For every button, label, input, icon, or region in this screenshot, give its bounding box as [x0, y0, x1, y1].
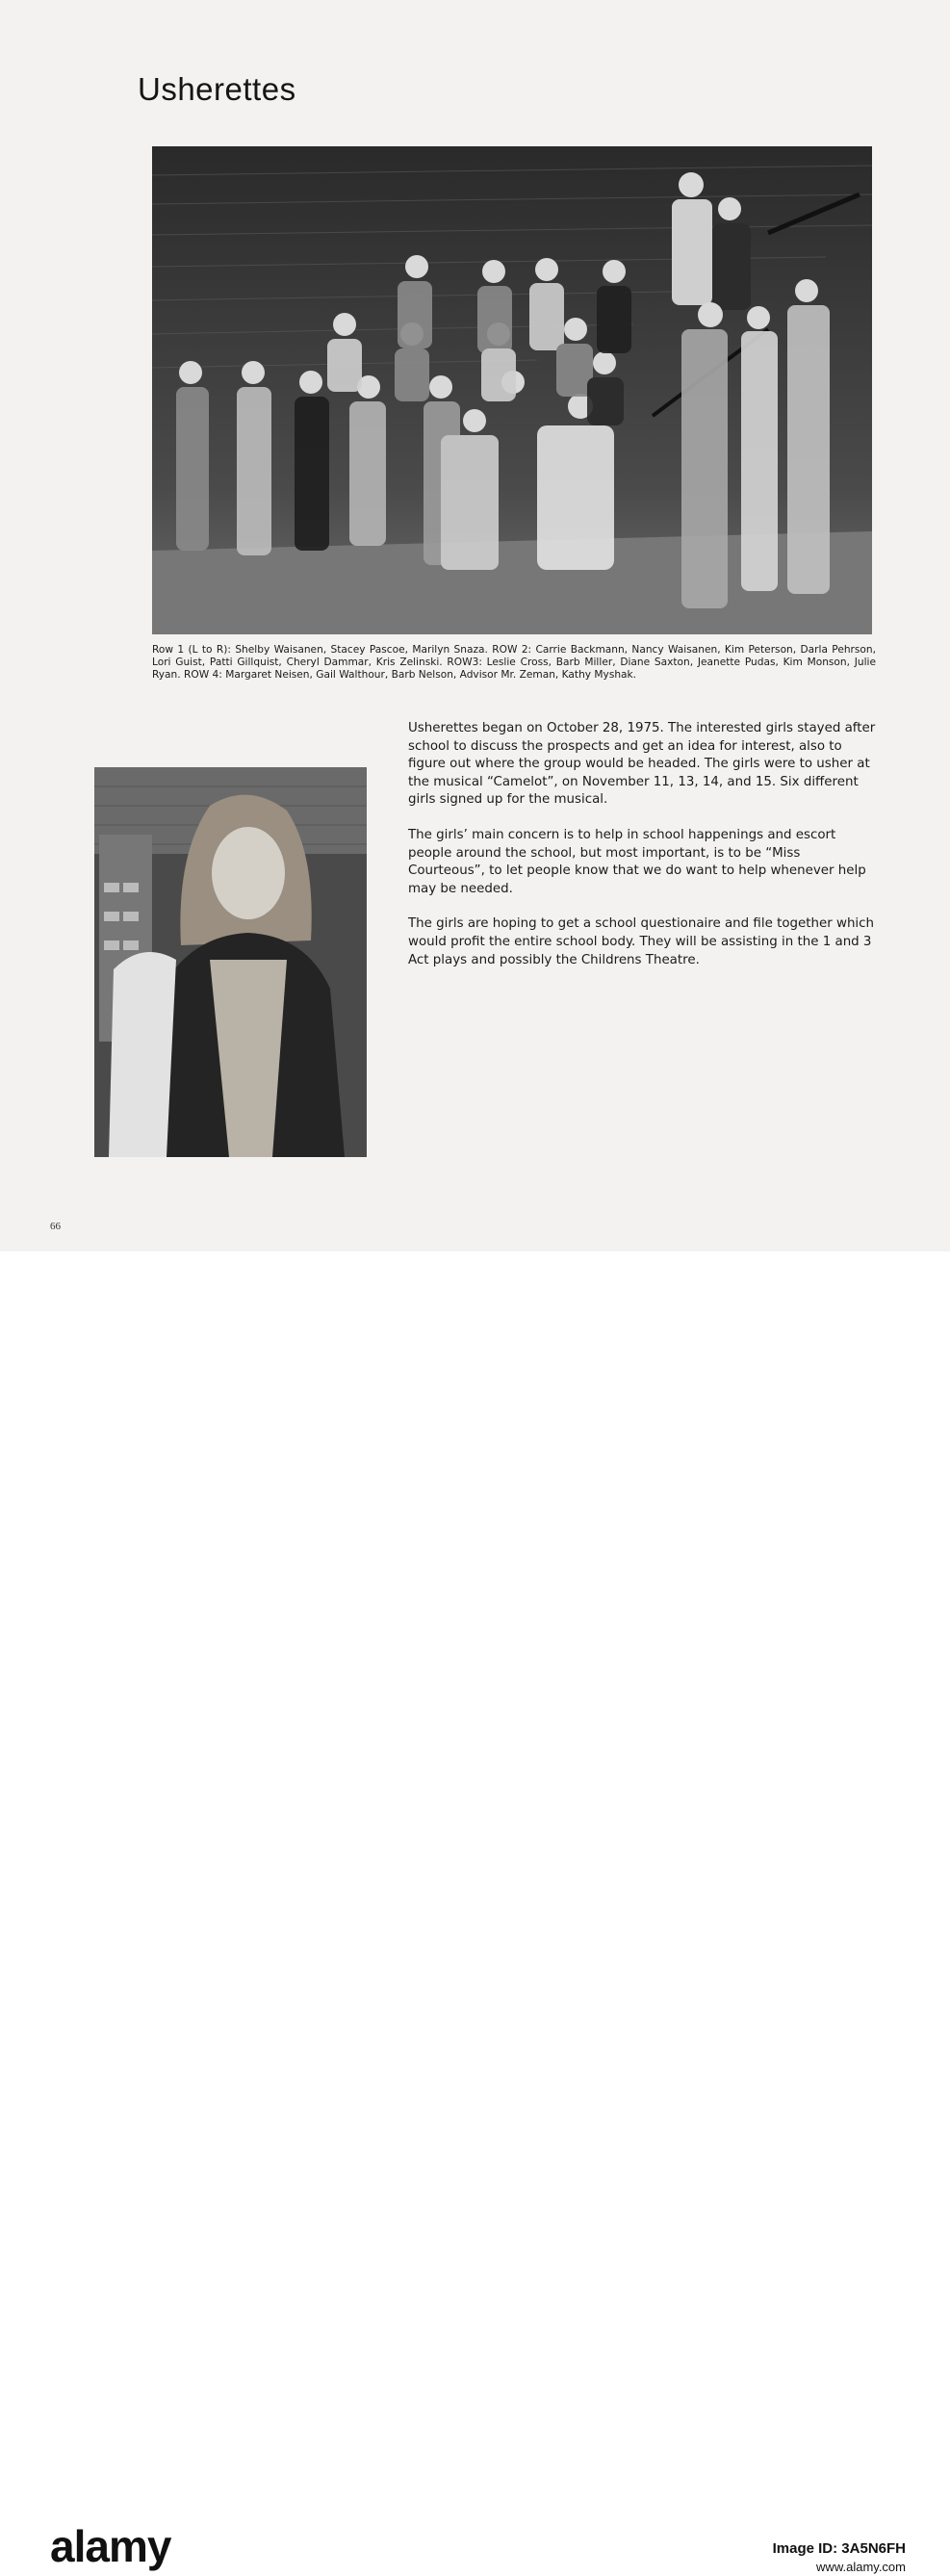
photo-caption: Row 1 (L to R): Shelby Waisanen, Stacey Pascoe, Marilyn Snaza. ROW 2: Carrie Backmann, Nancy Waisanen, Kim Peterson, Darla Pehrson, Lori Guist, Patti Gillquist, Cheryl Dammar, Kris Zelinski. ROW3: Leslie Cross, Barb Miller, Diane Saxton, Jeanette Pudas, Kim Monson, Julie Ryan. ROW 4: Margaret Neisen, Gail Walthour, Barb Nelson, Advisor Mr. Zeman, Kathy Myshak.: [152, 644, 876, 682]
article-paragraph: The girls’ main concern is to help in school happenings and escort people around the school, but most important, is to be “Miss Courteous”, to let people know that we do want to help whenever help may be needed.: [408, 827, 866, 896]
stock-footer: [0, 1251, 950, 2574]
footer-meta: [773, 2539, 906, 2576]
portrait-photo-image: [94, 767, 367, 1157]
page-title: Usherettes: [138, 71, 296, 107]
group-photo-image: [152, 146, 872, 634]
article-body: [408, 720, 878, 987]
alamy-logo: alamy: [50, 2521, 171, 2571]
yearbook-page: [0, 0, 950, 1251]
portrait-photo: [94, 767, 367, 1157]
image-id: Image ID: 3A5N6FH: [772, 2540, 906, 2557]
site-url: www.alamy.com: [816, 2560, 906, 2574]
article-paragraph: Usherettes began on October 28, 1975. The interested girls stayed after school to discuss the prospects and get an idea for interest, also to figure out where the group would be headed. The girls were to usher at the musical “Camelot”, on November 11, 13, 14, and 15. Six different girls signed up for the musical.: [408, 721, 876, 808]
page-number: 66: [50, 1221, 61, 1232]
article-paragraph: The girls are hoping to get a school questionaire and file together which would profit the entire school body. They will be assisting in the 1 and 3 Act plays and possibly the Childrens Theatre.: [408, 916, 874, 967]
group-photo: [152, 146, 872, 634]
